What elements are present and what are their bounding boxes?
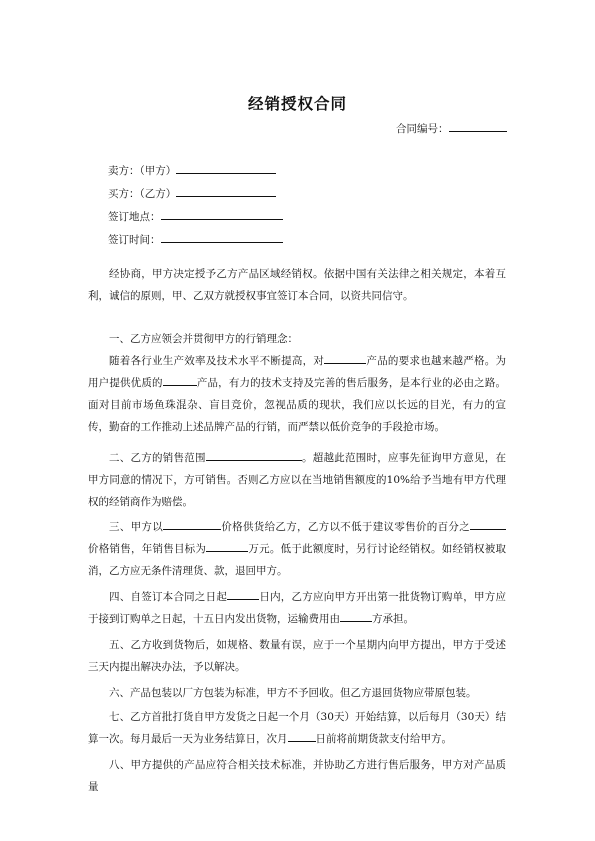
clause-3-text-b: 价格供货给乙方，乙方以不低于建议零售价的百分之 xyxy=(221,521,471,533)
clause-7-text-b: 日前将前期货款支付给甲方。 xyxy=(315,733,452,745)
clause-7 xyxy=(88,706,506,750)
clause-2-blank-region xyxy=(206,451,302,461)
signing-time-field xyxy=(108,232,283,247)
clause-4-text-b: 日内，乙方应向甲方开出第一批货物订购单，甲方应于接到订购单之日起，十五日内发出货物，运输费用由 xyxy=(88,591,507,625)
clause-5: 五、乙方收到货物后，如规格、数量有误，应于一个星期内向甲方提出，甲方于受述三天内提出解决办法，予以解决。 xyxy=(88,639,506,673)
clause-4-text-a: 四、自签订本合同之日起 xyxy=(109,591,228,603)
clause-7-blank-day xyxy=(288,732,316,742)
clause-4-blank-party xyxy=(340,612,372,622)
signing-place-blank xyxy=(161,210,283,220)
buyer-label: 买方：（乙方） xyxy=(108,188,177,200)
document-title: 经销授权合同 xyxy=(247,95,347,113)
clause-3-text-a: 三、甲方以 xyxy=(109,521,164,533)
clause-4-text-c: 方承担。 xyxy=(372,613,414,625)
clause-1-title: 一、乙方应领会并贯彻甲方的行销理念： xyxy=(109,333,298,345)
intro-paragraph: 经协商，甲方决定授予乙方产品区域经销权。依据中国有关法律之相关规定，本着互利，诚信的原则，甲、乙双方就授权事宜签订本合同，以资共同信守。 xyxy=(88,268,506,302)
buyer-field xyxy=(108,186,276,201)
contract-number-label: 合同编号： xyxy=(396,123,449,135)
signing-time-label: 签订时间： xyxy=(108,234,161,246)
signing-time-blank xyxy=(161,233,283,243)
clause-1-blank-product xyxy=(324,354,366,364)
clause-2 xyxy=(88,447,506,513)
clause-3-text-d: 万元。低于此额度时，另行讨论经销权。如经销权被取消，乙方应无条件清理货、款，退回甲方。 xyxy=(88,543,506,577)
contract-number-blank xyxy=(449,122,507,132)
clause-4 xyxy=(88,586,506,630)
clause-6: 六、产品包装以厂方包装为标准，甲方不予回收。但乙方退回货物应带原包装。 xyxy=(109,687,477,699)
clause-3-blank-percent xyxy=(470,520,506,530)
clause-7-text-a: 七、乙方首批打货自甲方发货之日起一个月（30天）开始结算，以后每月（30天）结算一次。每月最后一天为业务结算日，次月 xyxy=(88,711,506,745)
clause-1-text-c: 产品，有力的技术支持及完善的售后服务，是本行业的必由之路。面对目前市场鱼珠混杂、盲目竞价，忽视品质的现状，我们应以长远的目光，有力的宣传，勤奋的工作推动上述品牌产品的行销，而严禁以低价竞争的手段抢市场。 xyxy=(88,377,507,433)
clause-2-text-b: 。超越此范围时，应事先征询甲方意见，在甲方同意的情况下，方可销售。否则乙方应以在当地销售额度的10%给予当地有甲方代理权的经销商作为赔偿。 xyxy=(88,452,506,508)
clause-4-blank-days xyxy=(227,590,259,600)
signing-place-field xyxy=(108,209,283,224)
seller-field xyxy=(108,163,276,178)
clause-1-text-a: 随着各行业生产效率及技术水平不断提高，对 xyxy=(109,355,325,367)
clause-3 xyxy=(88,516,506,582)
signing-place-label: 签订地点： xyxy=(108,211,161,223)
buyer-blank xyxy=(176,187,276,197)
contract-number-field xyxy=(396,121,507,136)
clause-3-blank-price xyxy=(163,520,221,530)
clause-3-text-c: 价格销售，年销售目标为 xyxy=(88,543,207,555)
clause-1-blank-quality xyxy=(163,376,197,386)
clause-1-text-b: 产品的要求也越来越严格。为用户提供优质的 xyxy=(88,355,507,389)
clause-8: 八、甲方提供的产品应符合相关技术标准，并协助乙方进行售后服务，甲方对产品质量 xyxy=(88,759,506,793)
clause-2-text-a: 二、乙方的销售范围 xyxy=(109,452,206,464)
seller-label: 卖方：（甲方） xyxy=(108,165,177,177)
clause-3-blank-target xyxy=(206,542,248,552)
clause-1-body xyxy=(88,350,506,438)
seller-blank xyxy=(176,164,276,174)
